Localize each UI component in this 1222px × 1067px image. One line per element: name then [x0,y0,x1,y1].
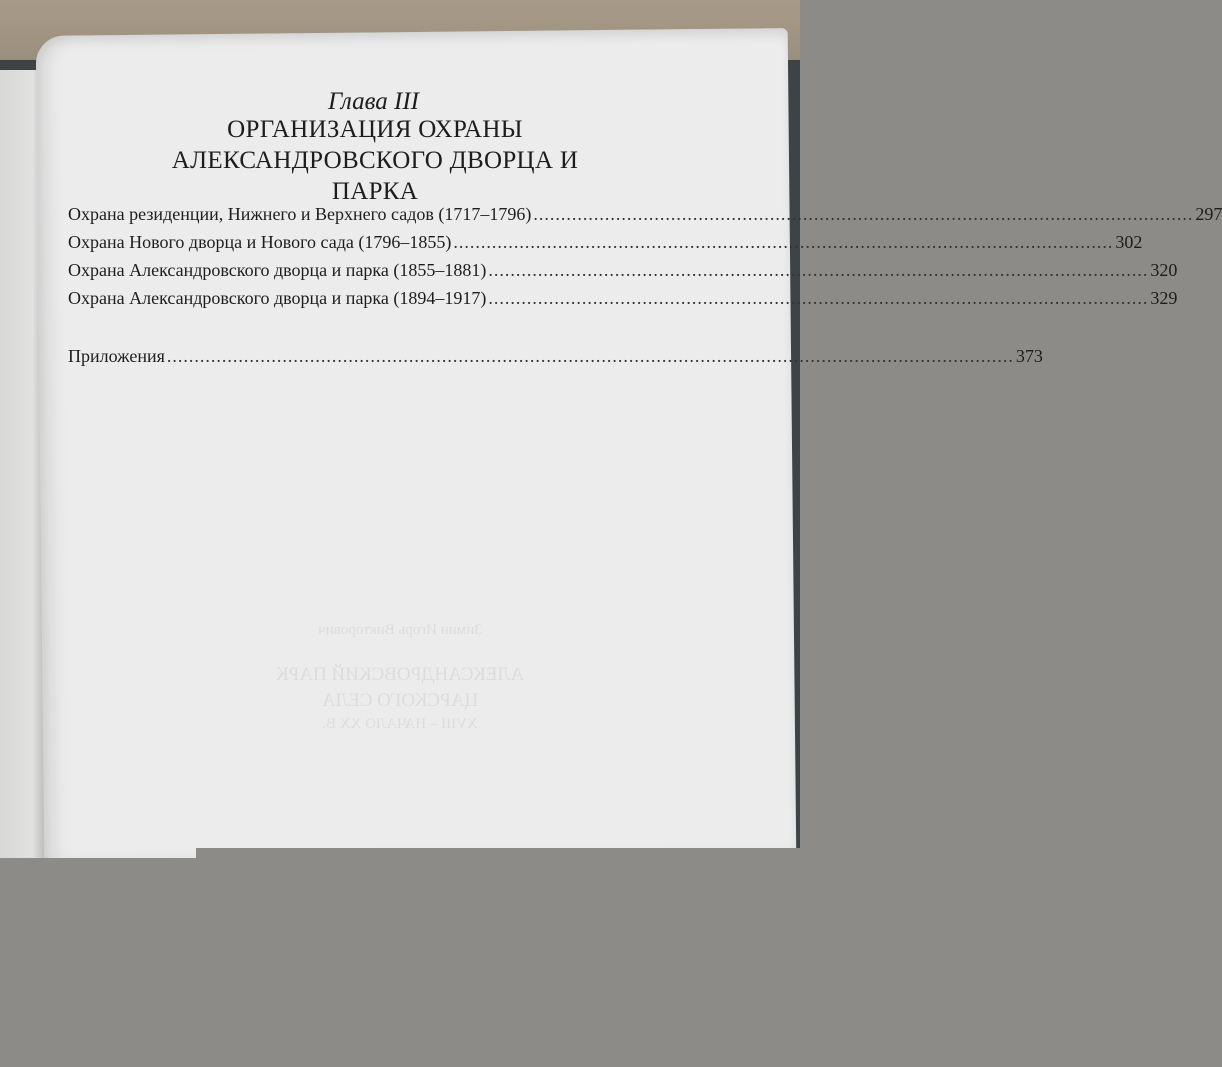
toc-leader-dots: ........................................................................................................................ [533,204,1194,224]
table-of-contents [68,204,1222,374]
toc-entry-title: Охрана Александровского дворца и парка (1894–1917) [68,288,487,308]
toc-leader-dots: .......................................................................................................................................................... [166,346,1014,366]
toc-entry-page: 320 [1150,260,1178,280]
toc-entry-page: 373 [1015,346,1043,366]
toc-leader-dots: ........................................................................................................................ [453,232,1114,252]
toc-entry-appendix [68,346,1043,374]
toc-entry-page: 302 [1115,232,1143,252]
toc-entry [68,288,1178,316]
bleed-through-line-1: АЛЕКСАНДРОВСКИЙ ПАРК [276,664,524,685]
toc-entry-title: Охрана Нового дворца и Нового сада (1796–1855) [68,232,452,252]
toc-entry [68,260,1178,288]
chapter-title-line-1: ОРГАНИЗАЦИЯ ОХРАНЫ [227,116,523,143]
bleed-through-line-2: ЦАРСКОГО СЕЛА [321,690,479,711]
bleed-through-author: Зимин Игорь Викторович [318,622,482,638]
redaction-block [0,858,800,1067]
bleed-through-line-3: XVIII – НАЧАЛО XX В. [322,716,478,732]
toc-entry [68,204,1222,232]
toc-entry-page: 329 [1150,288,1178,308]
chapter-label: Глава III [328,88,420,115]
toc-entry-page: 297 [1195,204,1222,224]
toc-leader-dots: ........................................................................................................................ [488,288,1149,308]
toc-entry [68,232,1143,260]
chapter-title [150,114,600,207]
toc-spacer [68,316,692,346]
toc-entry-title: Охрана резиденции, Нижнего и Верхнего садов (1717–1796) [68,204,532,224]
chapter-title-line-2: АЛЕКСАНДРОВСКОГО ДВОРЦА И ПАРКА [171,147,579,205]
toc-leader-dots: ........................................................................................................................ [488,260,1149,280]
toc-entry-title: Приложения [68,346,165,366]
toc-entry-title: Охрана Александровского дворца и парка (1855–1881) [68,260,487,280]
